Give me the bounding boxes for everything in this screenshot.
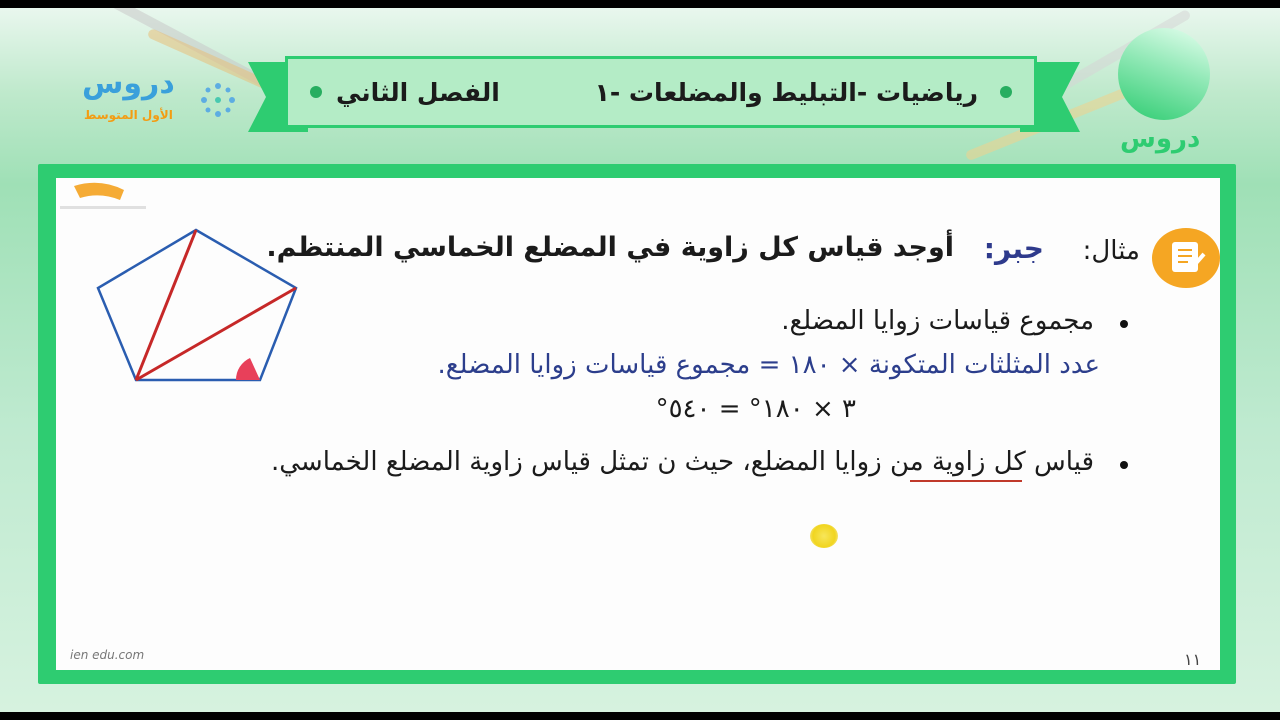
durus-logo-left <box>82 66 242 136</box>
step-sum-of-angles: مجموع قياسات زوايا المضلع. <box>781 306 1094 336</box>
diagonal-line <box>136 288 296 380</box>
banner-lesson-group <box>595 78 1012 107</box>
lesson-title: رياضيات -التبليط والمضلعات -١ <box>594 77 978 107</box>
notepad-pencil-icon <box>1152 228 1220 288</box>
banner-semester-group <box>310 78 500 107</box>
pentagon-diagram <box>90 222 304 388</box>
logo-circle-icon <box>1118 28 1210 120</box>
algebra-label: جبر: <box>983 232 1044 265</box>
example-label: مثال: <box>1082 236 1140 266</box>
step-each-angle: قياس كل زاوية من زوايا المضلع، حيث ن تمثل قياس زاوية المضلع الخماسي. <box>270 447 1094 477</box>
question-text: أوجد قياس كل زاوية في المضلع الخماسي المنتظم. <box>266 232 954 263</box>
bullet-point <box>1120 320 1128 328</box>
flower-pattern-icon <box>198 80 238 120</box>
footer-site-logo: ien edu.com <box>70 648 145 662</box>
pencil-icon <box>1152 228 1220 288</box>
diagonal-line <box>136 230 196 380</box>
semester-label: الفصل الثاني <box>336 77 500 107</box>
angle-marker <box>236 358 260 380</box>
pointer-highlight-icon <box>810 524 838 548</box>
bullet-dot-icon <box>310 86 322 98</box>
bullet-dot-icon <box>1000 86 1012 98</box>
logo-subtitle: الأول المتوسط <box>84 108 173 122</box>
logo-word: دروس <box>82 66 175 101</box>
handwritten-underline <box>910 480 1022 482</box>
page-number: ١١ <box>1184 650 1202 669</box>
formula-text: عدد المثلثات المتكونة × ١٨٠ = مجموع قياسات زوايا المضلع. <box>437 350 1100 380</box>
arabic-letter-icon <box>60 180 146 212</box>
durus-logo-right <box>1112 28 1222 158</box>
calculation-text: °٣ × ١٨٠° = ٥٤٠ <box>655 394 856 424</box>
bullet-point <box>1120 461 1128 469</box>
lesson-title-banner <box>285 56 1037 128</box>
logo-word: دروس <box>1120 124 1201 154</box>
